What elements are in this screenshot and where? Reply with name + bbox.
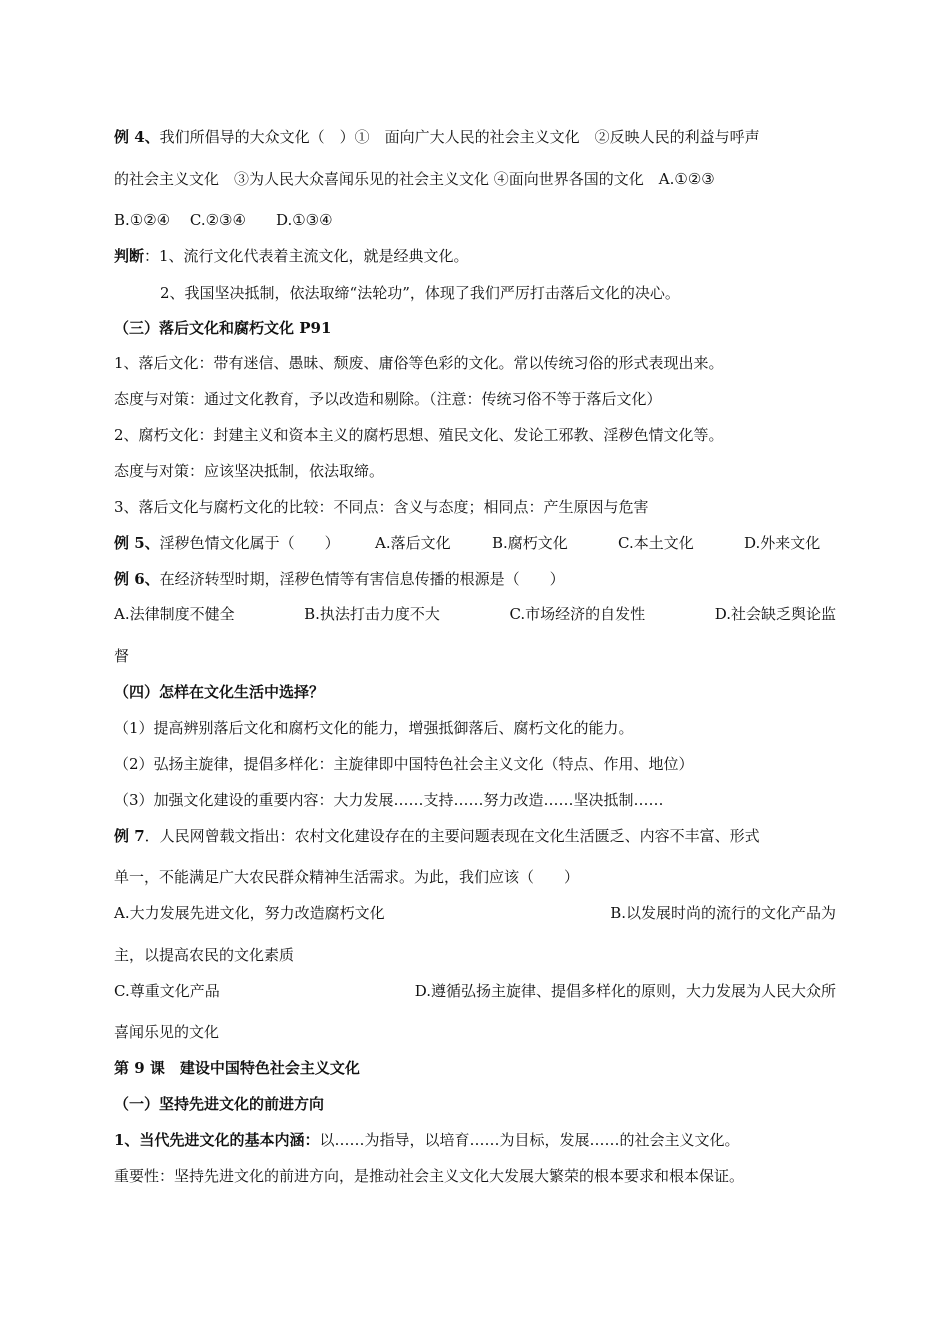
option-a: A.大力发展先进文化，努力改造腐朽文化 [114, 904, 385, 922]
line-text: 督 [114, 647, 130, 665]
line-text: 1、落后文化：带有迷信、愚昧、颓废、庸俗等色彩的文化。常以传统习俗的形式表现出来。 [114, 354, 724, 372]
judgement-line-2 [160, 283, 680, 303]
option-c: C.尊重文化产品 [114, 982, 220, 1000]
example-7-options-d-wrap [114, 1022, 219, 1042]
example-7-line-2 [114, 867, 579, 887]
lesson-heading [114, 1058, 360, 1078]
option-b: B.以发展时尚的流行的文化产品为 [610, 904, 836, 922]
example-label: 例 6、 [114, 570, 160, 588]
judgement-label: 判断 [114, 247, 145, 265]
section-heading-4 [114, 682, 324, 702]
definition-label: 1、当代先进文化的基本内涵： [114, 1131, 320, 1149]
example-7-line-1 [114, 826, 760, 846]
paragraph-line [114, 497, 649, 517]
example-6-line [114, 569, 565, 589]
paragraph-line [114, 425, 724, 445]
line-text: 主，以提高农民的文化素质 [114, 946, 295, 964]
section-heading-1 [114, 1094, 324, 1114]
importance-line [114, 1166, 744, 1186]
heading-text: （三）落后文化和腐朽文化 P91 [114, 319, 332, 337]
option-b: B.腐朽文化 [492, 534, 568, 552]
line-text: 单一，不能满足广大农民群众精神生活需求。为此，我们应该（ ） [114, 868, 580, 886]
line-text: 喜闻乐见的文化 [114, 1023, 220, 1041]
example-4-line-2 [114, 169, 715, 189]
option-d: D.外来文化 [744, 534, 821, 552]
example-6-options-wrap [114, 646, 129, 666]
line-text: ．人民网曾载文指出：农村文化建设存在的主要问题表现在文化生活匮乏、内容不丰富、形式 [144, 827, 760, 845]
line-text: 2、我国坚决抵制，依法取缔“法轮功”，体现了我们严厉打击落后文化的决心。 [160, 284, 680, 302]
paragraph-line [114, 389, 662, 409]
option-a: A.法律制度不健全 [114, 605, 235, 623]
line-text: （3）加强文化建设的重要内容：大力发展……支持……努力改造……坚决抵制…… [114, 791, 664, 809]
line-text: 态度与对策：通过文化教育，予以改造和剔除。（注意：传统习俗不等于落后文化） [114, 390, 662, 408]
example-6-options [114, 604, 836, 624]
example-7-options-cd [114, 981, 836, 1001]
line-text: 以……为指导，以培育……为目标，发展……的社会主义文化。 [319, 1131, 740, 1149]
heading-text: （一）坚持先进文化的前进方向 [114, 1095, 325, 1113]
example-label: 例 5、 [114, 534, 160, 552]
list-item [114, 754, 694, 774]
line-text: （2）弘扬主旋律，提倡多样化：主旋律即中国特色社会主义文化（特点、作用、地位） [114, 755, 694, 773]
example-label: 例 4、 [114, 128, 160, 146]
line-text: 在经济转型时期，淫秽色情等有害信息传播的根源是（ ） [159, 570, 565, 588]
section-heading-3 [114, 318, 331, 338]
option-d: D.遵循弘扬主旋律、提倡多样化的原则，大力发展为人民大众所 [414, 982, 836, 1000]
option-a: A.落后文化 [375, 534, 451, 552]
paragraph-line [114, 461, 384, 481]
option-d: D.社会缺乏舆论监 [714, 605, 836, 623]
heading-text: 第 9 课 建设中国特色社会主义文化 [114, 1059, 360, 1077]
example-label: 例 7 [114, 827, 145, 845]
list-item [114, 718, 634, 738]
line-text: （1）提高辨别落后文化和腐朽文化的能力，增强抵御落后、腐朽文化的能力。 [114, 719, 634, 737]
line-text: B.①②④ C.②③④ D.①③④ [114, 211, 333, 229]
example-5-line [114, 533, 836, 553]
example-7-options-b-wrap [114, 945, 294, 965]
line-text: 3、落后文化与腐朽文化的比较：不同点：含义与态度；相同点：产生原因与危害 [114, 498, 649, 516]
option-b: B.执法打击力度不大 [304, 605, 440, 623]
line-text: 淫秽色情文化属于（ ） [159, 534, 340, 552]
option-c: C.本土文化 [618, 534, 694, 552]
line-text: 2、腐朽文化：封建主义和资本主义的腐朽思想、殖民文化、发论工邪教、淫秽色情文化等。 [114, 426, 724, 444]
line-text: 的社会主义文化 ③为人民大众喜闻乐见的社会主义文化 ④面向世界各国的文化 A.①②③ [114, 170, 715, 188]
line-text: 态度与对策：应该坚决抵制，依法取缔。 [114, 462, 385, 480]
line-text: 重要性：坚持先进文化的前进方向，是推动社会主义文化大发展大繁荣的根本要求和根本保证。 [114, 1167, 745, 1185]
line-text: 我们所倡导的大众文化（ ）① 面向广大人民的社会主义文化 ②反映人民的利益与呼声 [159, 128, 760, 146]
judgement-line-1 [114, 246, 469, 266]
example-4-line-1 [114, 127, 760, 147]
line-text: ：1、流行文化代表着主流文化，就是经典文化。 [144, 247, 469, 265]
definition-line [114, 1130, 739, 1150]
example-4-line-3 [114, 210, 333, 230]
heading-text: （四）怎样在文化生活中选择？ [114, 683, 325, 701]
option-c: C.市场经济的自发性 [509, 605, 646, 623]
list-item [114, 790, 664, 810]
example-7-options-ab [114, 903, 836, 923]
paragraph-line [114, 353, 724, 373]
